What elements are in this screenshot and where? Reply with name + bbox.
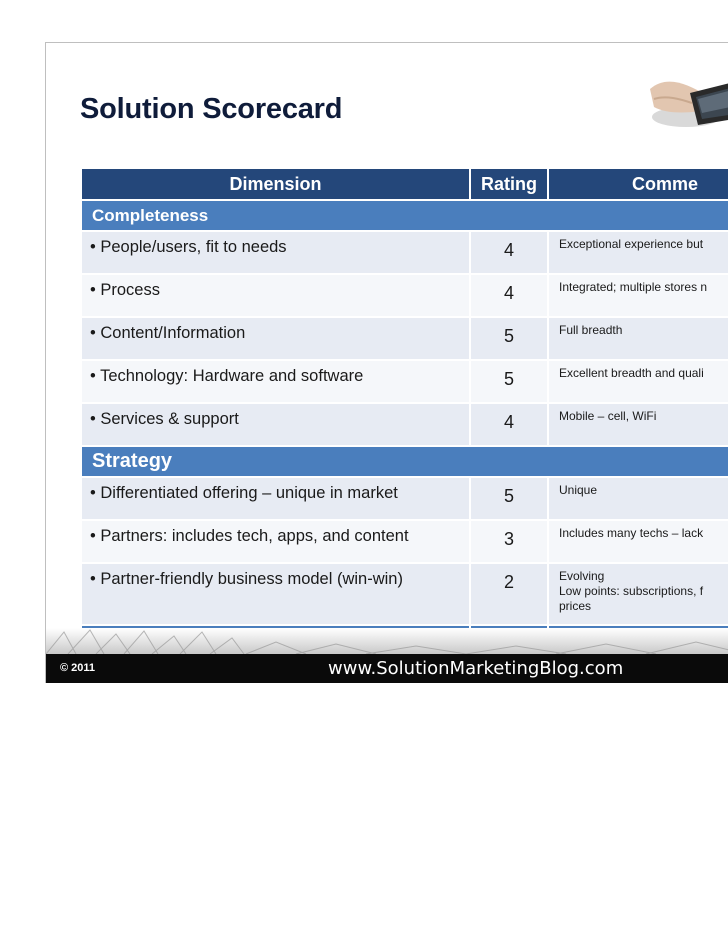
header-dimension: Dimension <box>82 169 470 200</box>
rating-cell: 4 <box>470 274 548 317</box>
comment-line: Mobile – cell, WiFi <box>559 409 657 423</box>
scorecard-table-wrap <box>82 169 728 661</box>
section-label: Completeness <box>82 200 728 231</box>
table-row <box>82 274 728 317</box>
footer-url[interactable]: www.SolutionMarketingBlog.com <box>328 658 624 679</box>
section-row-completeness <box>82 200 728 231</box>
table-row <box>82 403 728 446</box>
rating-cell: 2 <box>470 563 548 625</box>
comment-line: Includes many techs – lack <box>559 526 704 540</box>
table-row <box>82 520 728 563</box>
comment-cell <box>548 403 728 446</box>
tablet-hand-image <box>646 55 728 135</box>
decorative-building-strip <box>46 628 728 654</box>
rating-cell: 3 <box>470 520 548 563</box>
section-row-strategy <box>82 446 728 477</box>
rating-cell: 4 <box>470 403 548 446</box>
dimension-cell: • Process <box>82 274 470 317</box>
table-row <box>82 563 728 625</box>
table-row <box>82 317 728 360</box>
table-row <box>82 360 728 403</box>
rating-cell: 5 <box>470 477 548 520</box>
header-comments: Comme <box>548 169 728 200</box>
section-label: Strategy <box>82 446 728 477</box>
comment-line: Excellent breadth and quali <box>559 366 704 380</box>
comment-cell <box>548 563 728 625</box>
comment-line: prices <box>559 599 592 613</box>
comment-cell <box>548 477 728 520</box>
comment-line: Exceptional experience but <box>559 237 704 251</box>
dimension-cell: • Services & support <box>82 403 470 446</box>
comment-cell <box>548 360 728 403</box>
comment-cell <box>548 317 728 360</box>
comment-line: Evolving <box>559 569 605 583</box>
dimension-cell: • Content/Information <box>82 317 470 360</box>
dimension-cell: • Partners: includes tech, apps, and content <box>82 520 470 563</box>
rating-cell: 5 <box>470 317 548 360</box>
dimension-cell: • People/users, fit to needs <box>82 231 470 274</box>
comment-line: Integrated; multiple stores n <box>559 280 708 294</box>
comment-cell <box>548 231 728 274</box>
dimension-cell: • Technology: Hardware and software <box>82 360 470 403</box>
table-row <box>82 231 728 274</box>
table-header-row <box>82 169 728 200</box>
header-rating: Rating <box>470 169 548 200</box>
rating-cell: 5 <box>470 360 548 403</box>
footer-bar <box>46 654 728 683</box>
dimension-cell: • Partner-friendly business model (win-win) <box>82 563 470 625</box>
comment-line: Unique <box>559 483 598 497</box>
comment-line: Low points: subscriptions, f <box>559 584 704 598</box>
copyright-text: © 2011 <box>60 662 96 674</box>
comment-cell <box>548 520 728 563</box>
table-row <box>82 477 728 520</box>
slide <box>45 42 728 683</box>
comment-line: Full breadth <box>559 323 623 337</box>
rating-cell: 4 <box>470 231 548 274</box>
scorecard-table <box>82 169 728 661</box>
slide-title: Solution Scorecard <box>80 93 343 125</box>
comment-cell <box>548 274 728 317</box>
dimension-cell: • Differentiated offering – unique in market <box>82 477 470 520</box>
